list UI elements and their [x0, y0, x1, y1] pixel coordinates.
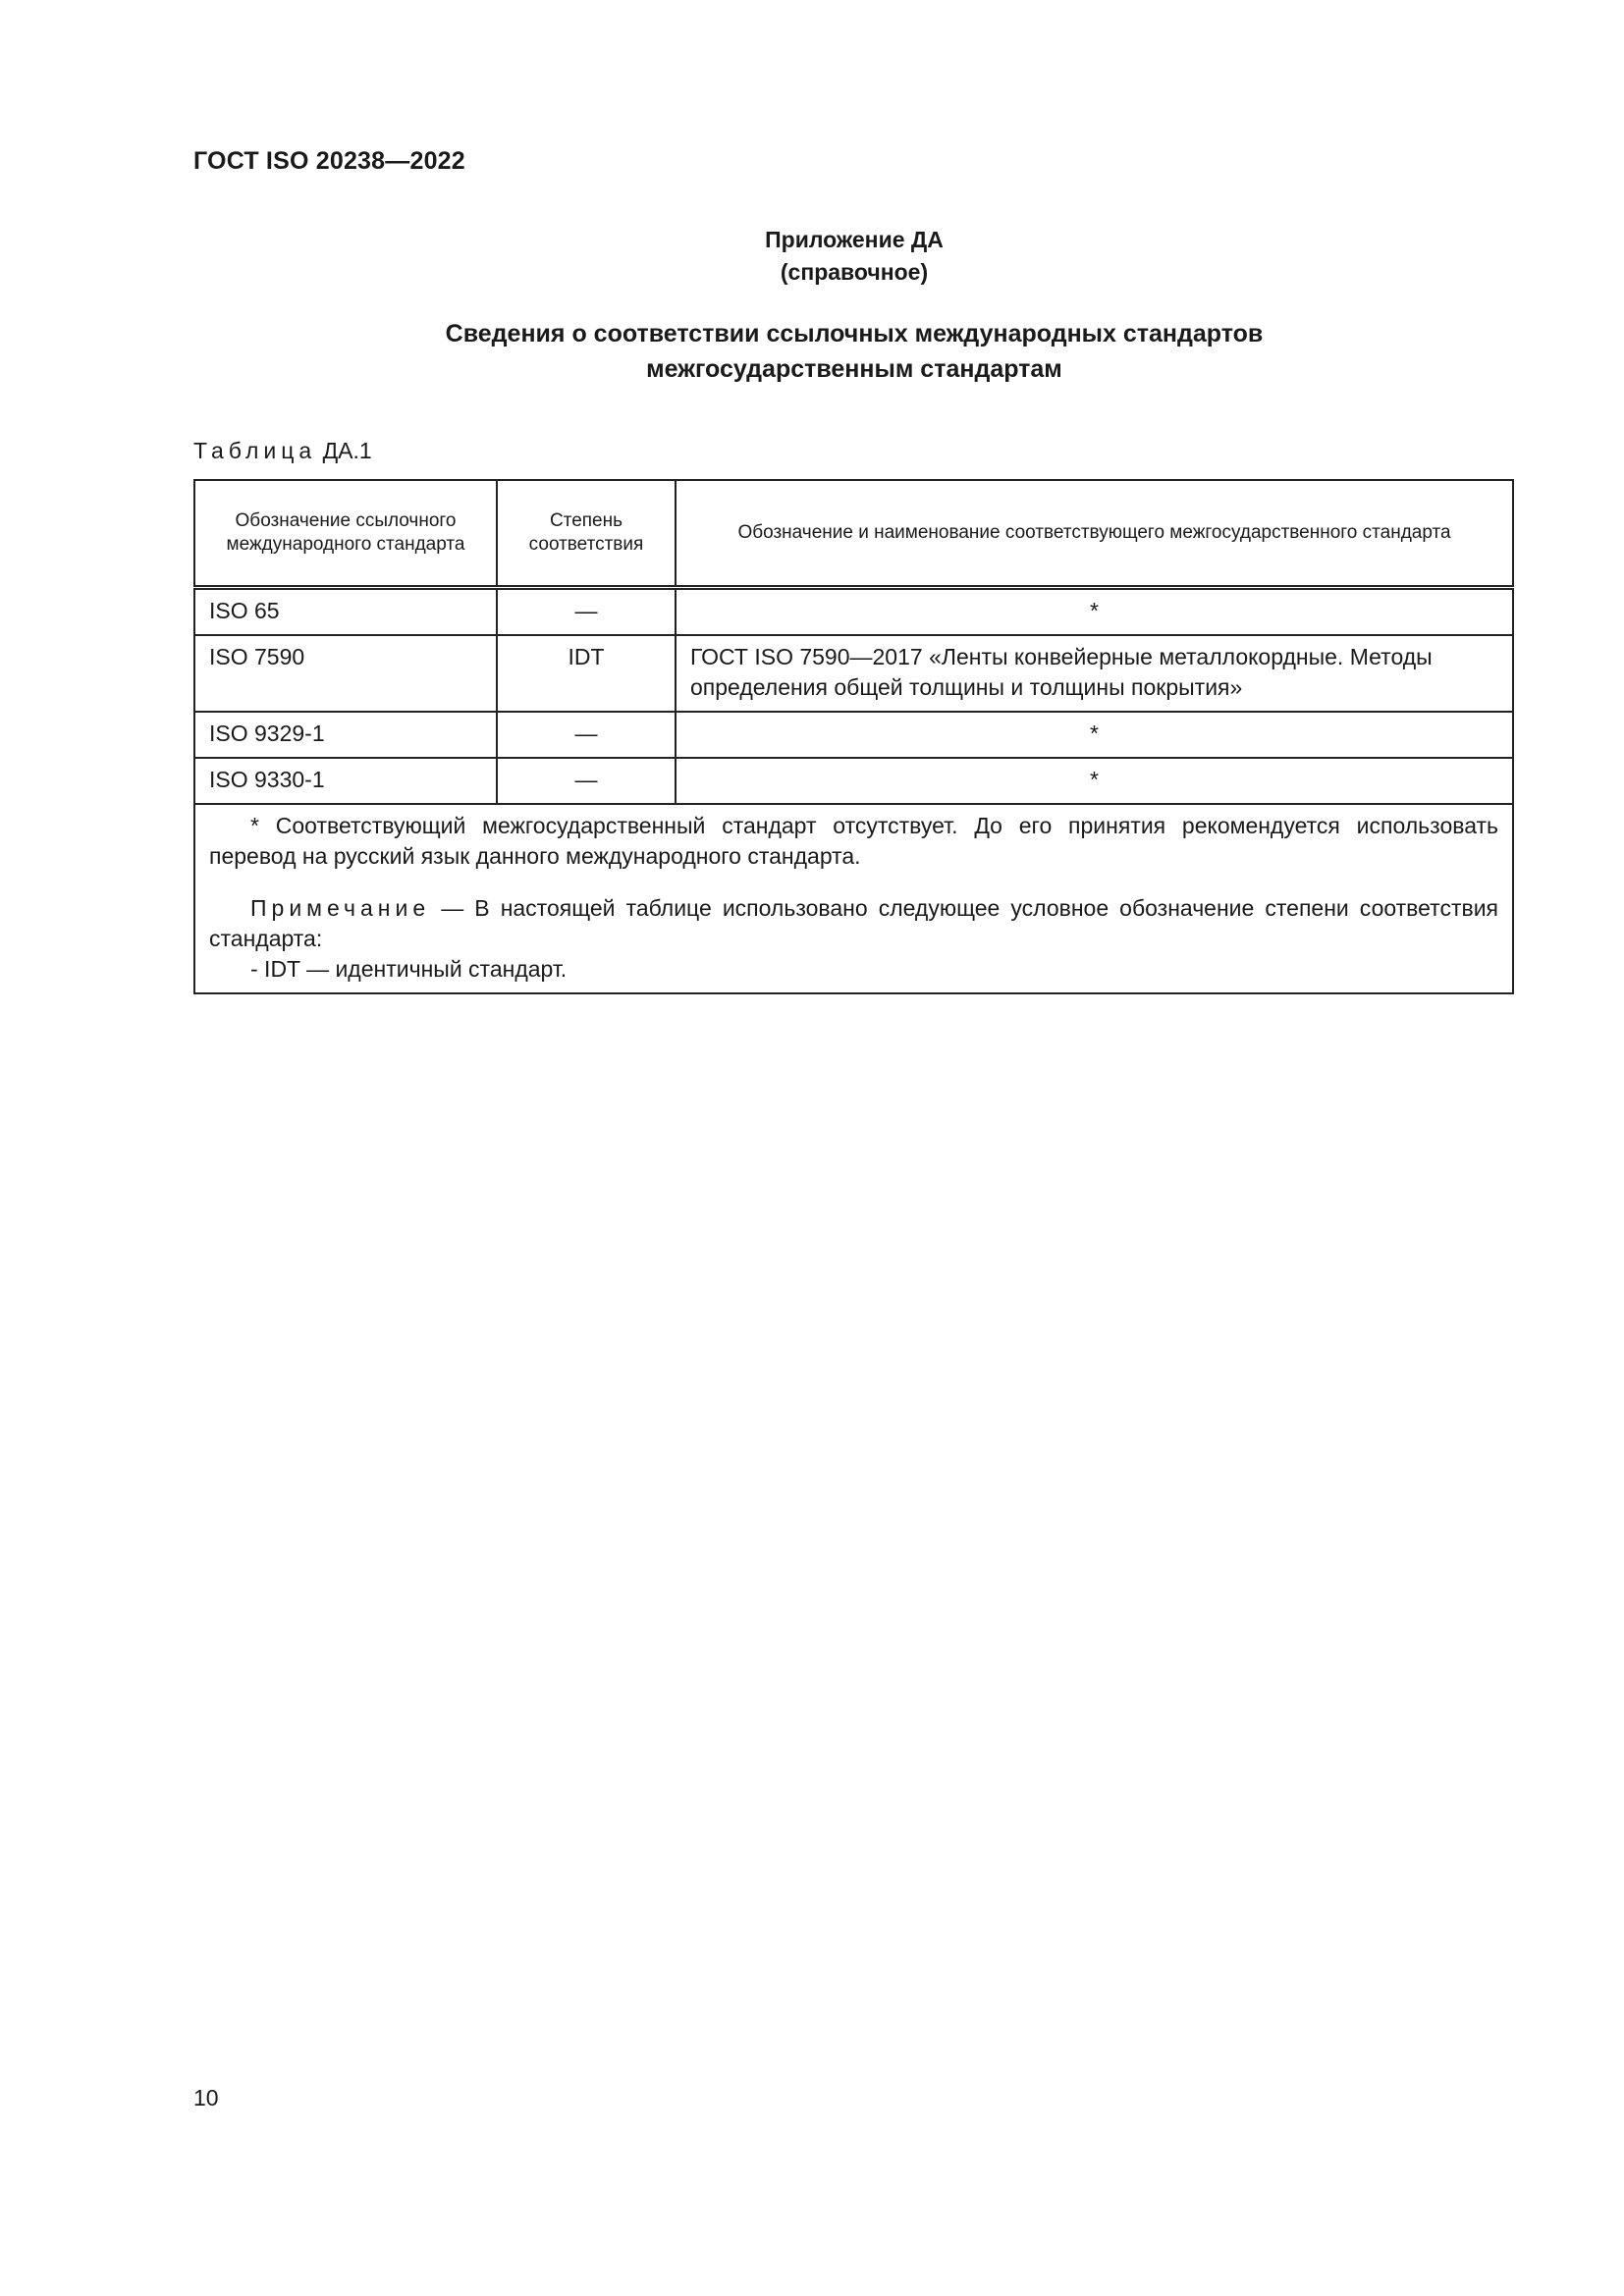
- table-notes: [194, 804, 1513, 993]
- table-footnote: * Соответствующий межгосударственный стандарт отсутствует. До его принятия рекомендуется использовать перевод на русский язык данного международного стандарта.: [209, 813, 1498, 869]
- cell-standard: ISO 9330-1: [194, 758, 497, 804]
- section-title-line-2: межгосударственным стандартам: [646, 355, 1062, 383]
- table-notes-row: [194, 804, 1513, 993]
- cell-degree: —: [497, 588, 676, 636]
- cell-degree: IDT: [497, 635, 676, 712]
- cell-standard: ISO 9329-1: [194, 712, 497, 758]
- table-row: [194, 588, 1513, 636]
- note-label: Примечание: [250, 895, 431, 921]
- table-header-row: [194, 480, 1513, 588]
- section-title-line-1: Сведения о соответствии ссылочных международных стандартов: [445, 320, 1264, 347]
- table-row: [194, 758, 1513, 804]
- cell-standard: ISO 7590: [194, 635, 497, 712]
- table-label-word: Таблица: [193, 438, 317, 463]
- table-label-number: ДА.1: [322, 438, 372, 463]
- section-title: [0, 316, 1624, 387]
- annex-heading: [0, 224, 1624, 289]
- annex-type: (справочное): [780, 259, 929, 285]
- cell-interstate: *: [676, 758, 1513, 804]
- cell-degree: —: [497, 758, 676, 804]
- cell-degree: —: [497, 712, 676, 758]
- header-interstate-standard: Обозначение и наименование соответствующего межгосударственного стандарта: [676, 480, 1513, 588]
- cell-interstate: ГОСТ ISO 7590—2017 «Ленты конвейерные металлокордные. Методы определения общей толщины и толщины покрытия»: [676, 635, 1513, 712]
- note-item: - IDT — идентичный стандарт.: [250, 956, 568, 982]
- correspondence-table: [193, 479, 1514, 994]
- document-header: ГОСТ ISO 20238—2022: [193, 147, 465, 175]
- cell-standard: ISO 65: [194, 588, 497, 636]
- table-note: [209, 893, 1498, 954]
- cell-interstate: *: [676, 712, 1513, 758]
- table-row: [194, 712, 1513, 758]
- cell-interstate: *: [676, 588, 1513, 636]
- table-label: [193, 438, 372, 464]
- note-text: — В настоящей таблице использовано следующее условное обозначение степени соответствия стандарта:: [209, 895, 1499, 951]
- annex-title: Приложение ДА: [765, 227, 944, 252]
- page-number: 10: [193, 2085, 219, 2110]
- header-degree: Степень соответствия: [497, 480, 676, 588]
- header-international-standard: Обозначение ссылочного международного стандарта: [194, 480, 497, 588]
- table-row: [194, 635, 1513, 712]
